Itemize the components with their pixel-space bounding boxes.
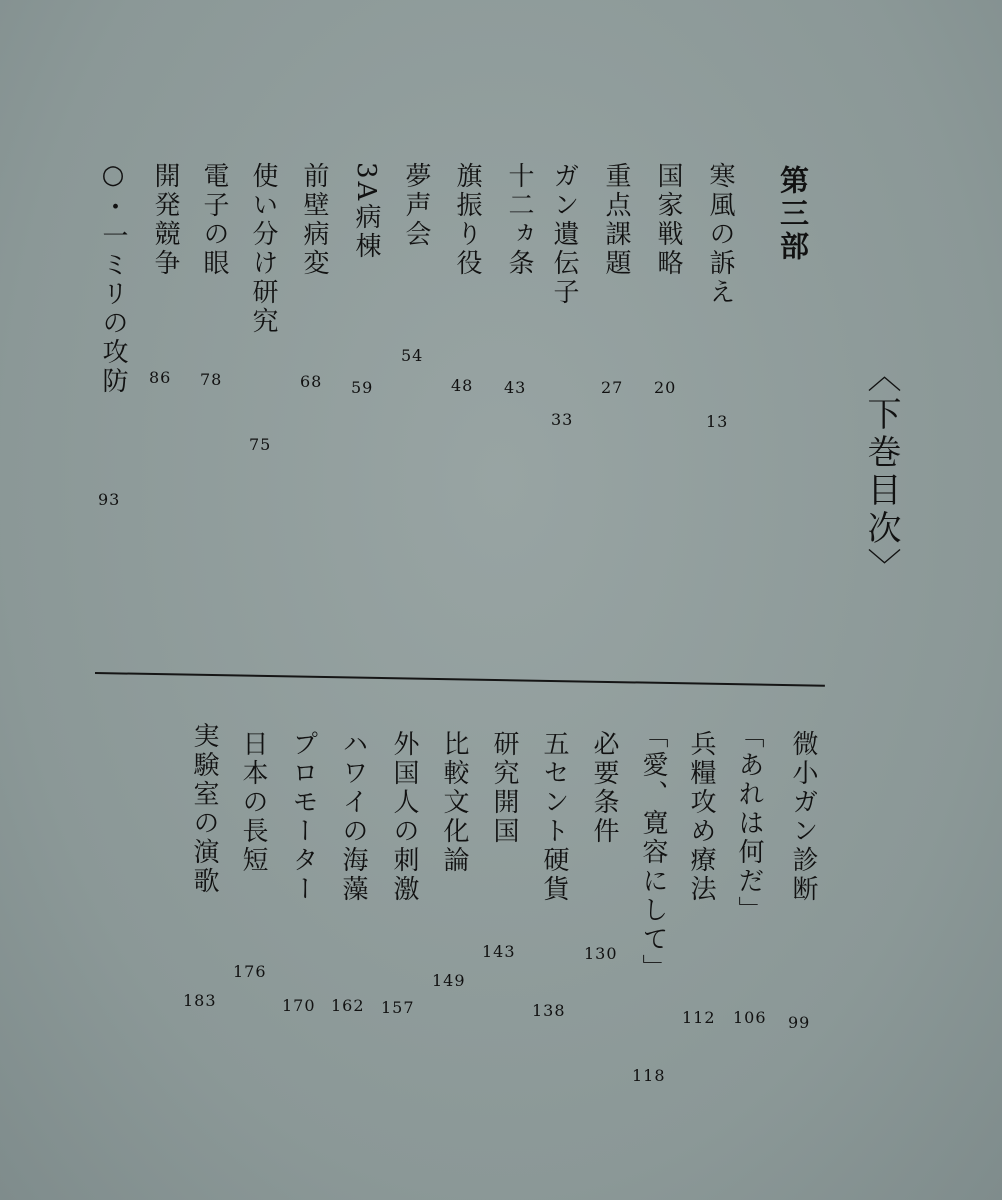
toc-entry-page: 99: [788, 1013, 811, 1032]
toc-entry-page: 86: [149, 368, 172, 387]
toc-entry-page: 157: [381, 998, 415, 1017]
toc-entry-title: 開発競争: [150, 162, 180, 278]
toc-entry-title: ガン遺伝子: [549, 162, 579, 307]
toc-entry-title: 前壁病変: [299, 162, 329, 278]
toc-entry-page: 54: [401, 346, 424, 365]
toc-entry-title: 電子の眼: [199, 162, 229, 278]
section-divider: [95, 672, 825, 687]
toc-entry-title: 夢声会: [401, 162, 431, 249]
toc-entry-title: ハワイの海藻: [338, 730, 368, 904]
toc-entry-title: 実験室の演歌: [189, 722, 219, 896]
toc-entry-page: 59: [351, 378, 374, 397]
toc-entry-title: 国家戦略: [653, 162, 683, 278]
toc-entry-page: 106: [733, 1008, 767, 1027]
toc-entry-title: 研究開国: [489, 730, 519, 846]
toc-entry-title: 寒風の訴え: [705, 162, 735, 307]
toc-entry-title: 3A病棟: [351, 162, 381, 262]
toc-entry-page: 13: [706, 412, 729, 431]
toc-entry-page: 33: [551, 410, 574, 429]
toc-entry-page: 170: [282, 996, 316, 1015]
toc-entry-page: 143: [482, 942, 516, 961]
toc-entry-page: 75: [249, 435, 272, 454]
toc-entry-title: 旗振り役: [452, 162, 482, 278]
toc-entry-title: 重点課題: [601, 162, 631, 278]
toc-entry-title: 外国人の刺激: [389, 730, 419, 904]
toc-entry-page: 112: [682, 1008, 716, 1027]
toc-entry-page: 20: [654, 378, 677, 397]
toc-entry-title: 兵糧攻め療法: [686, 730, 716, 904]
toc-entry-page: 138: [532, 1001, 566, 1020]
toc-entry-title: 十二ヵ条: [504, 162, 534, 278]
toc-entry-page: 68: [300, 372, 323, 391]
toc-entry-title: プロモーター: [288, 730, 318, 904]
toc-entry-title: 微小ガン診断: [788, 730, 818, 904]
toc-entry-title: 五セント硬貨: [539, 730, 569, 904]
toc-entry-page: 78: [200, 370, 223, 389]
toc-entry-page: 48: [451, 376, 474, 395]
toc-entry-page: 162: [331, 996, 365, 1015]
toc-entry-page: 183: [183, 991, 217, 1010]
toc-entry-page: 93: [98, 490, 121, 509]
toc-entry-page: 149: [432, 971, 466, 990]
toc-entry-page: 176: [233, 962, 267, 981]
volume-title: 〈下巻目次〉: [861, 358, 901, 586]
toc-entry-title: 必要条件: [589, 730, 619, 846]
part-title: 第三部: [776, 165, 810, 264]
toc-entry-title: 「愛、寛容にして」: [638, 722, 668, 983]
toc-entry-title: 「あれは何だ」: [734, 722, 764, 925]
toc-entry-page: 27: [601, 378, 624, 397]
toc-entry-title: 使い分け研究: [248, 162, 278, 336]
toc-entry-page: 118: [632, 1066, 666, 1085]
toc-entry-page: 43: [504, 378, 527, 397]
toc-entry-title: 比較文化論: [439, 730, 469, 875]
toc-entry-page: 130: [584, 944, 618, 963]
toc-entry-title: ○・一ミリの攻防: [98, 160, 128, 396]
toc-entry-title: 日本の長短: [238, 730, 268, 875]
